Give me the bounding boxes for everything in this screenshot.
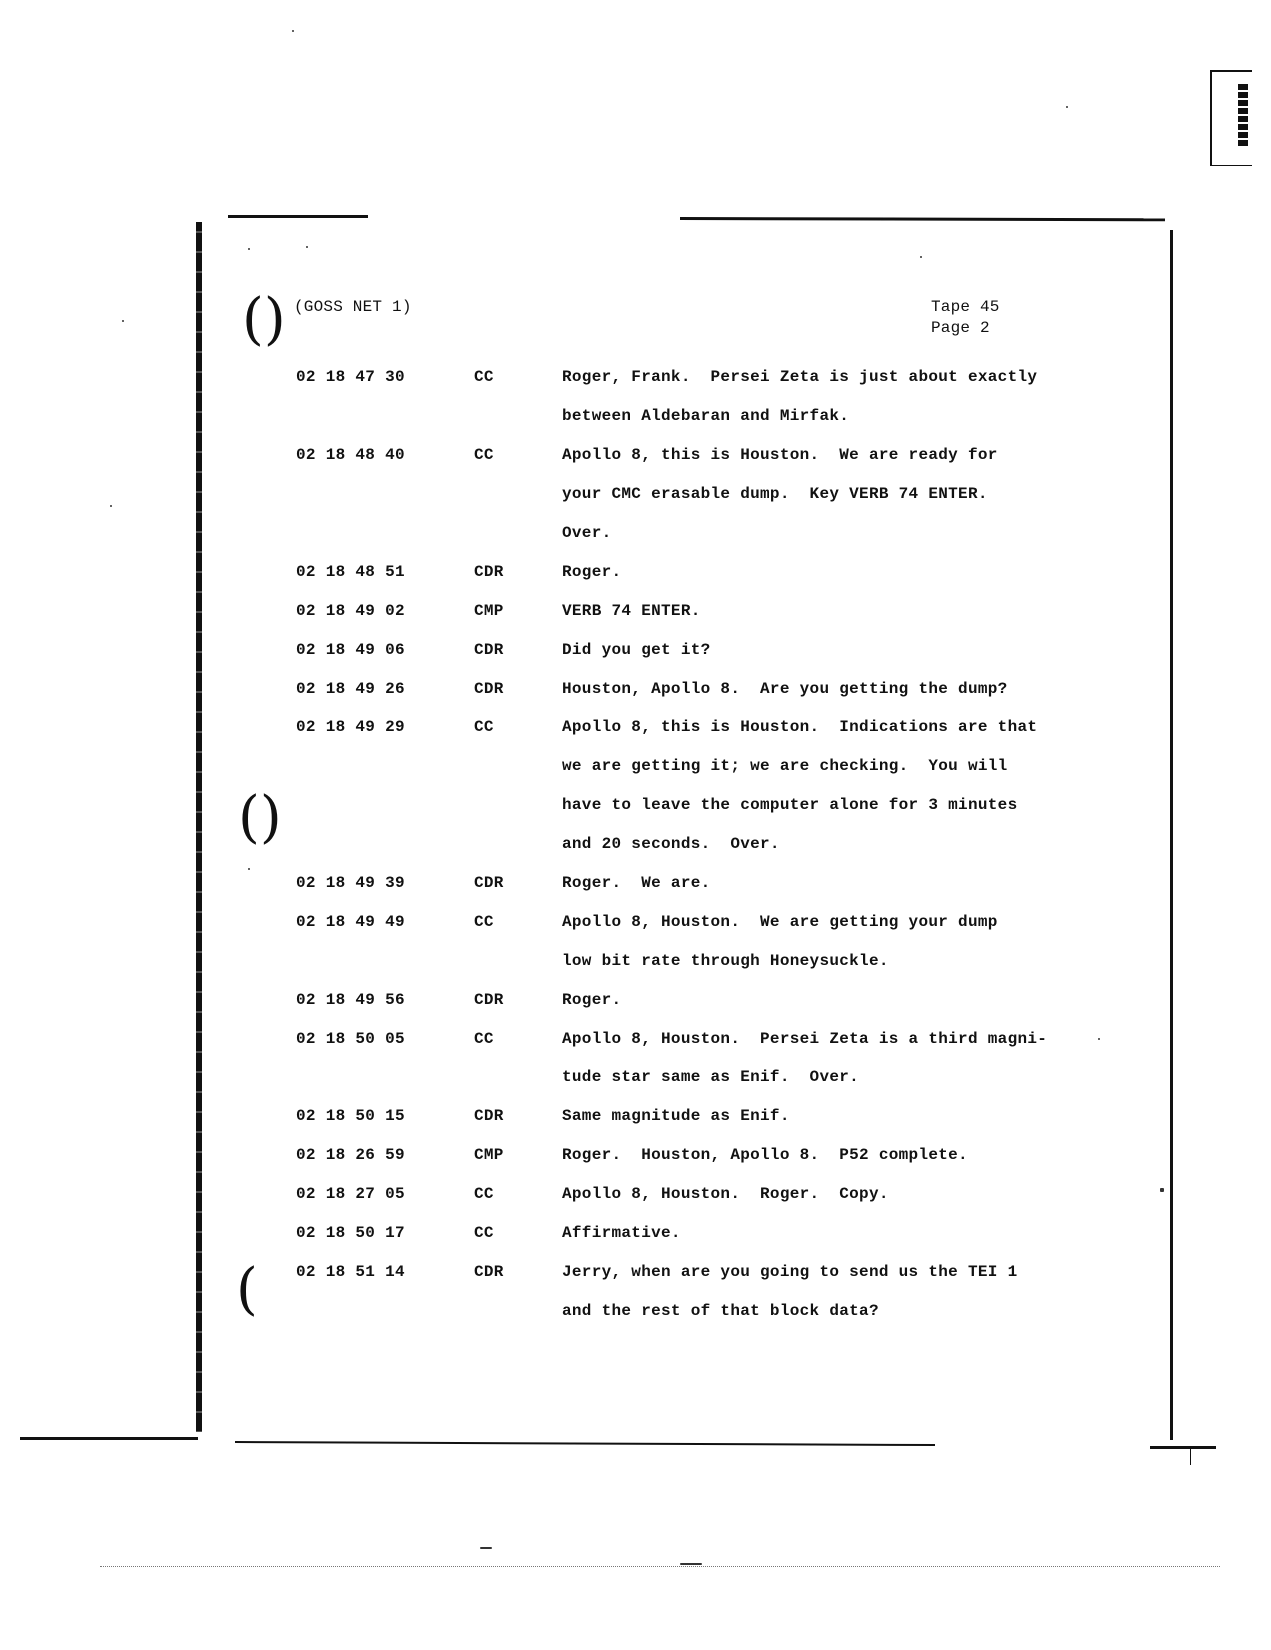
transcript-line — [296, 514, 1096, 553]
transcript-line — [296, 825, 1096, 864]
transcript-entry — [296, 902, 1096, 980]
speaker: CC — [474, 1185, 494, 1204]
transcript-line — [296, 902, 1096, 941]
transcript-entry — [296, 1019, 1096, 1097]
transcript-line — [296, 397, 1096, 436]
scan-noise-line — [100, 1566, 1220, 1567]
transcript-entries — [296, 358, 1096, 1330]
utterance-text: Roger. Houston, Apollo 8. P52 complete. — [562, 1146, 968, 1165]
transcript-line — [296, 630, 1096, 669]
transcript-line — [296, 1175, 1096, 1214]
timestamp: 02 18 49 02 — [296, 601, 405, 620]
timestamp: 02 18 49 06 — [296, 640, 405, 659]
transcript-line — [296, 591, 1096, 630]
transcript-entry — [296, 552, 1096, 591]
transcript-line — [296, 1214, 1096, 1253]
speaker: CDR — [474, 562, 504, 581]
timestamp: 02 18 49 39 — [296, 874, 405, 893]
timestamp: 02 18 50 17 — [296, 1224, 405, 1243]
transcript-line — [296, 436, 1096, 475]
utterance-text: Apollo 8, Houston. We are getting your dump — [562, 912, 998, 931]
timestamp: 02 18 48 40 — [296, 446, 405, 465]
transcript-line — [296, 1291, 1096, 1330]
utterance-text: Apollo 8, Houston. Roger. Copy. — [562, 1185, 889, 1204]
timestamp: 02 18 50 15 — [296, 1107, 405, 1126]
utterance-text: Roger, Frank. Persei Zeta is just about exactly — [562, 368, 1038, 387]
transcript-line — [296, 552, 1096, 591]
transcript-entry — [296, 708, 1096, 864]
border-bottom-right — [1150, 1446, 1216, 1449]
utterance-text: VERB 74 ENTER. — [562, 601, 701, 620]
speaker: CC — [474, 1029, 494, 1048]
timestamp: 02 18 48 51 — [296, 562, 405, 581]
border-tick — [1190, 1449, 1191, 1465]
speaker: CMP — [474, 1146, 504, 1165]
transcript-line — [296, 475, 1096, 514]
utterance-text: Same magnitude as Enif. — [562, 1107, 790, 1126]
speaker: CDR — [474, 1262, 504, 1281]
transcript-entry — [296, 1252, 1096, 1330]
speaker: CDR — [474, 990, 504, 1009]
transcript-entry — [296, 630, 1096, 669]
utterance-text: Roger. — [562, 562, 622, 581]
timestamp: 02 18 49 49 — [296, 912, 405, 931]
speaker: CC — [474, 1224, 494, 1243]
binder-hole-icon: () — [242, 287, 286, 352]
transcript-entry — [296, 980, 1096, 1019]
transcript-line — [296, 1019, 1096, 1058]
transcript-entry — [296, 436, 1096, 553]
speaker: CDR — [474, 679, 504, 698]
speaker: CC — [474, 446, 494, 465]
utterance-text: low bit rate through Honeysuckle. — [562, 951, 889, 970]
corner-registration-mark-icon — [1210, 70, 1252, 165]
transcript-line — [296, 708, 1096, 747]
utterance-text: Roger. We are. — [562, 874, 711, 893]
timestamp: 02 18 47 30 — [296, 368, 405, 387]
speaker: CDR — [474, 874, 504, 893]
speaker: CDR — [474, 640, 504, 659]
utterance-text: we are getting it; we are checking. You will — [562, 757, 1008, 776]
timestamp: 02 18 49 29 — [296, 718, 405, 737]
utterance-text: Apollo 8, Houston. Persei Zeta is a third magni- — [562, 1029, 1048, 1048]
transcript-line — [296, 786, 1096, 825]
transcript-line — [296, 1136, 1096, 1175]
border-top-left — [228, 215, 368, 218]
network-label: (GOSS NET 1) — [294, 298, 412, 316]
speaker: CC — [474, 368, 494, 387]
transcript-line — [296, 1097, 1096, 1136]
transcript-entry — [296, 358, 1096, 436]
utterance-text: Apollo 8, this is Houston. We are ready for — [562, 446, 998, 465]
transcript-entry — [296, 1175, 1096, 1214]
utterance-text: Roger. — [562, 990, 622, 1009]
transcript-line — [296, 669, 1096, 708]
timestamp: 02 18 49 56 — [296, 990, 405, 1009]
utterance-text: Did you get it? — [562, 640, 711, 659]
transcript-line — [296, 747, 1096, 786]
border-bottom-left — [20, 1437, 198, 1440]
speaker: CDR — [474, 1107, 504, 1126]
utterance-text: Houston, Apollo 8. Are you getting the dump? — [562, 679, 1008, 698]
tape-number: Tape 45 — [931, 298, 1000, 316]
transcript-line — [296, 864, 1096, 903]
border-bottom — [235, 1441, 935, 1446]
timestamp: 02 18 49 26 — [296, 679, 405, 698]
transcript-line — [296, 980, 1096, 1019]
transcript-line — [296, 1252, 1096, 1291]
transcript-entry — [296, 1214, 1096, 1253]
utterance-text: and the rest of that block data? — [562, 1301, 879, 1320]
transcript-line — [296, 358, 1096, 397]
transcript-entry — [296, 1097, 1096, 1136]
speaker: CC — [474, 912, 494, 931]
utterance-text: between Aldebaran and Mirfak. — [562, 407, 850, 426]
border-left — [196, 222, 202, 1432]
utterance-text: and 20 seconds. Over. — [562, 835, 780, 854]
utterance-text: Over. — [562, 524, 612, 542]
border-top-right — [680, 217, 1165, 221]
speaker: CMP — [474, 601, 504, 620]
utterance-text: your CMC erasable dump. Key VERB 74 ENTER. — [562, 485, 988, 504]
utterance-text: have to leave the computer alone for 3 minutes — [562, 796, 1018, 815]
utterance-text: tude star same as Enif. Over. — [562, 1068, 860, 1087]
page-number: Page 2 — [931, 319, 990, 337]
transcript-entry — [296, 591, 1096, 630]
border-right — [1170, 230, 1173, 1440]
binder-hole-icon: ( — [236, 1257, 258, 1322]
speaker: CC — [474, 718, 494, 737]
timestamp: 02 18 27 05 — [296, 1185, 405, 1204]
transcript-entry — [296, 669, 1096, 708]
timestamp: 02 18 51 14 — [296, 1262, 405, 1281]
transcript-line — [296, 1058, 1096, 1097]
utterance-text: Affirmative. — [562, 1224, 681, 1243]
transcript-line — [296, 941, 1096, 980]
timestamp: 02 18 26 59 — [296, 1146, 405, 1165]
transcript-entry — [296, 864, 1096, 903]
utterance-text: Jerry, when are you going to send us the TEI 1 — [562, 1262, 1018, 1281]
timestamp: 02 18 50 05 — [296, 1029, 405, 1048]
utterance-text: Apollo 8, this is Houston. Indications are that — [562, 718, 1038, 737]
transcript-entry — [296, 1136, 1096, 1175]
binder-hole-icon: () — [238, 785, 282, 850]
